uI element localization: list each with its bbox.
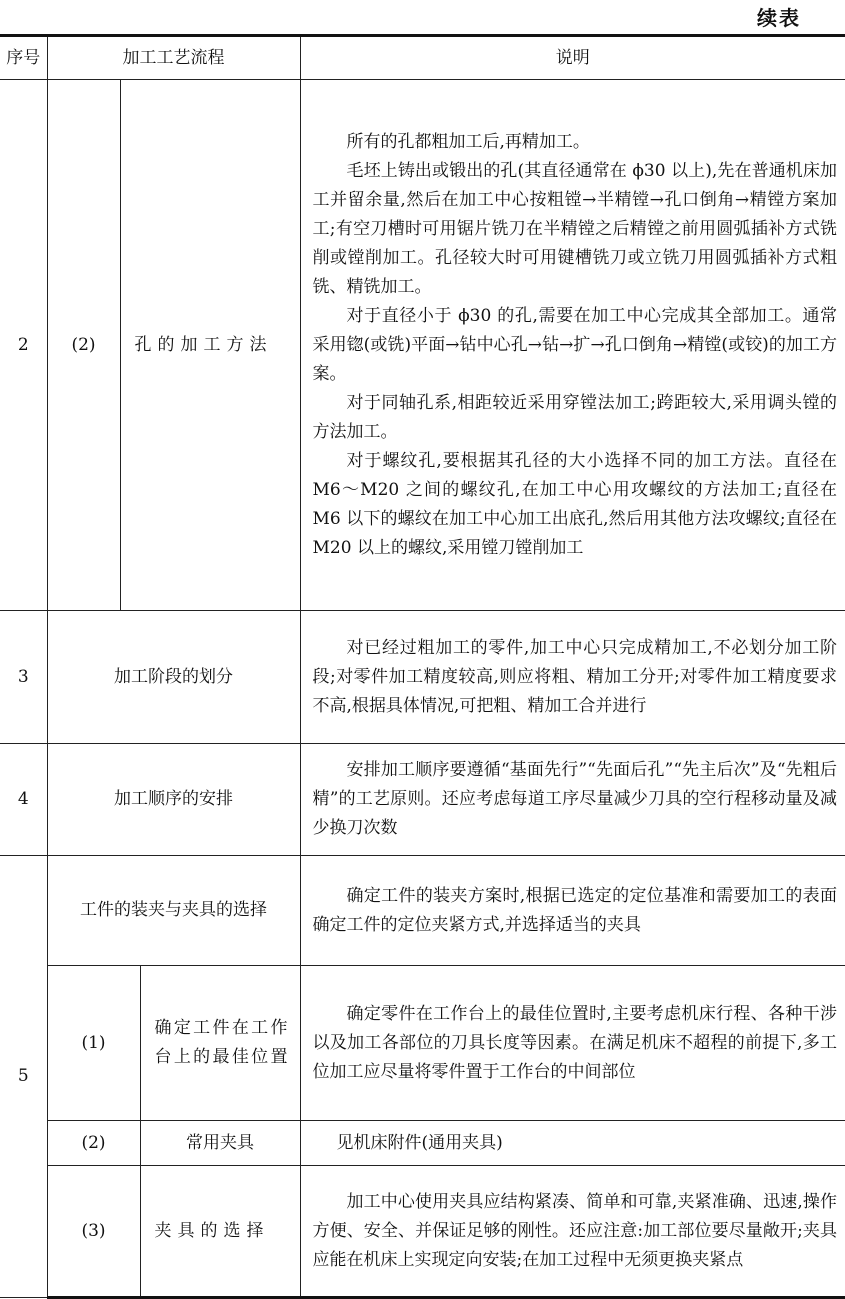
row-description xyxy=(300,80,845,611)
desc-paragraph: 对于同轴孔系,相距较近采用穿镗法加工;跨距较大,采用调头镗的方法加工。 xyxy=(312,392,838,442)
desc-paragraph: 对于螺纹孔,要根据其孔径的大小选择不同的加工方法。直径在 M6～M20 之间的螺纹孔,在加工中心用攻螺纹的方法加工;直径在 M6 以下的螺纹在加工中心加工出底孔,然后用其他方法攻螺纹;直径在 M20 以上的螺纹,采用镗刀镗削加工 xyxy=(312,450,838,558)
table-row-2 xyxy=(0,80,845,611)
table-row-5-1 xyxy=(0,966,845,1121)
header-row xyxy=(0,36,845,80)
row-process-name: 常用夹具 xyxy=(140,1121,300,1166)
table-row-4 xyxy=(0,744,845,856)
desc-paragraph: 确定零件在工作台上的最佳位置时,主要考虑机床行程、各种干涉以及加工各部位的刀具长度等因素。在满足机床不超程的前提下,多工位加工应尽量将零件置于工作台的中间部位 xyxy=(312,1003,838,1082)
row-no: 2 xyxy=(0,80,47,611)
header-process: 加工工艺流程 xyxy=(47,36,300,80)
row-description xyxy=(300,744,845,856)
row-process-name: 加工顺序的安排 xyxy=(47,744,300,856)
row-no: 3 xyxy=(0,611,47,744)
table-row-3 xyxy=(0,611,845,744)
desc-paragraph: 加工中心使用夹具应结构紧凑、简单和可靠,夹紧准确、迅速,操作方便、安全、并保证足够的刚性。还应注意:加工部位要尽量敞开;夹具应能在机床上实现定向安装;在加工过程中无须更换夹紧点 xyxy=(312,1191,838,1270)
header-desc: 说明 xyxy=(300,36,845,80)
row-no: 5 xyxy=(0,856,47,1298)
process-table xyxy=(0,34,845,1299)
row-process-name: 孔的加工方法 xyxy=(120,80,300,611)
table-row-5-3 xyxy=(0,1166,845,1298)
desc-paragraph: 见机床附件(通用夹具) xyxy=(336,1132,503,1153)
row-description xyxy=(300,1121,845,1166)
row-no: 4 xyxy=(0,744,47,856)
row-process-name: 确定工件在工作台上的最佳位置 xyxy=(140,966,300,1121)
desc-paragraph: 所有的孔都粗加工后,再精加工。 xyxy=(346,131,590,152)
row-process-name: 工件的装夹与夹具的选择 xyxy=(47,856,300,966)
table-row-5-2 xyxy=(0,1121,845,1166)
header-no: 序号 xyxy=(0,36,47,80)
row-description xyxy=(300,966,845,1121)
row-description xyxy=(300,1166,845,1298)
row-sub-no: (3) xyxy=(47,1166,140,1298)
row-sub-no: (1) xyxy=(47,966,140,1121)
desc-paragraph: 确定工件的装夹方案时,根据已选定的定位基准和需要加工的表面确定工件的定位夹紧方式,并选择适当的夹具 xyxy=(312,885,838,935)
row-description xyxy=(300,611,845,744)
desc-paragraph: 安排加工顺序要遵循“基面先行”“先面后孔”“先主后次”及“先粗后精”的工艺原则。还应考虑每道工序尽量减少刀具的空行程移动量及减少换刀次数 xyxy=(312,760,838,838)
row-sub-no: (2) xyxy=(47,80,120,611)
row-description xyxy=(300,856,845,966)
row-process-name: 加工阶段的划分 xyxy=(47,611,300,744)
table-row-5 xyxy=(0,856,845,966)
desc-paragraph: 对已经过粗加工的零件,加工中心只完成精加工,不必划分加工阶段;对零件加工精度较高,则应将粗、精加工分开;对零件加工精度要求不高,根据具体情况,可把粗、精加工合并进行 xyxy=(312,637,838,716)
continued-label: 续表 xyxy=(757,6,801,30)
desc-paragraph: 毛坯上铸出或锻出的孔(其直径通常在 ϕ30 以上),先在普通机床加工并留余量,然后在加工中心按粗镗→半精镗→孔口倒角→精镗方案加工;有空刀槽时可用锯片铣刀在半精镗之后精镗之前用圆弧插补方式铣削或镗削加工。孔径较大时可用键槽铣刀或立铣刀用圆弧插补方式粗铣、精铣加工。 xyxy=(312,160,838,297)
desc-paragraph: 对于直径小于 ϕ30 的孔,需要在加工中心完成其全部加工。通常采用锪(或铣)平面→钻中心孔→钻→扩→孔口倒角→精镗(或铰)的加工方案。 xyxy=(312,305,838,384)
row-process-name: 夹具的选择 xyxy=(140,1166,300,1298)
row-sub-no: (2) xyxy=(47,1121,140,1166)
